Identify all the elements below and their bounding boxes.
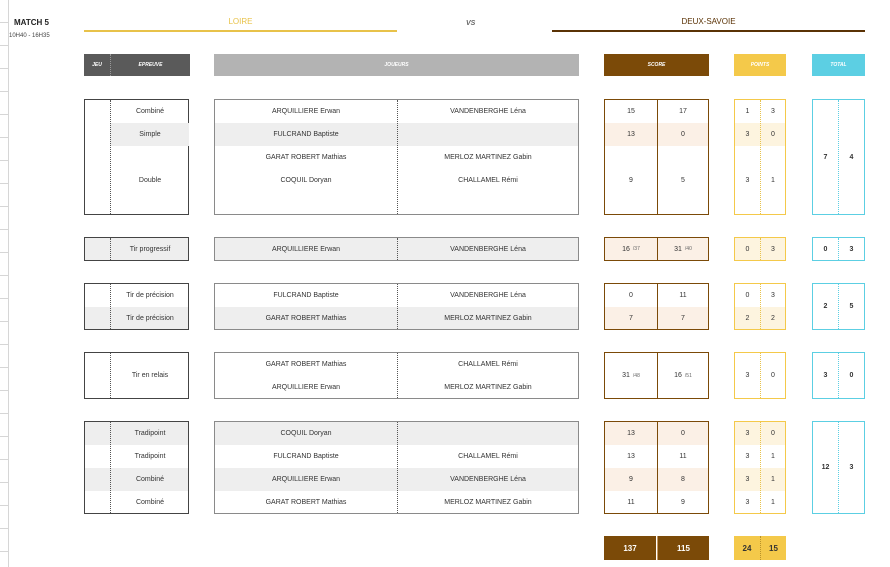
points-box [734,99,786,215]
score-home [605,353,657,398]
epreuve-box [84,283,189,330]
points-box [734,352,786,399]
header-points: POINTS [734,54,786,76]
epreuve-box [84,421,189,514]
player-home: ARQUILLIERE Erwan [271,108,341,115]
points-home: 2 [745,314,750,322]
score-away: 11 [679,292,687,299]
epreuve-label: Double [138,176,162,184]
epreuve-label: Combiné [135,476,164,483]
points-home: 0 [745,245,750,253]
player-home: ARQUILLIERE Erwan [271,245,341,253]
total-home: 0 [823,245,828,253]
score-box [604,237,709,261]
total-box [812,421,865,514]
team-home-name: LOIRE [84,17,397,32]
points-box [734,237,786,261]
player-away: MERLOZ MARTINEZ Gabin [444,314,532,322]
players-box [214,352,579,399]
total-box [812,283,865,330]
player-home: FULCRAND Baptiste [273,292,339,299]
epreuve-label: Combiné [135,108,164,115]
player-home: GARAT ROBERT Mathias [265,314,347,322]
score-away: 5 [681,176,685,184]
score-box [604,421,709,514]
points-home: 3 [745,476,750,483]
total-box [812,99,865,215]
points-home: 3 [745,453,750,460]
player-home: GARAT ROBERT Mathias [265,498,347,506]
score-value: 31 [622,372,630,379]
header-jeu: JEU [84,54,110,76]
player-home: COQUIL Doryan [280,430,332,437]
points-home: 1 [745,108,750,115]
player-home: FULCRAND Baptiste [273,453,339,460]
header-score: SCORE [604,54,709,76]
epreuve-box [84,237,189,261]
player-home: ARQUILLIERE Erwan [271,476,341,483]
points-home: 3 [745,176,750,184]
header-total: TOTAL [812,54,865,76]
player-away [398,123,578,146]
score-away: 8 [681,476,685,483]
points-home: 3 [745,430,750,437]
players-box [214,99,579,215]
score-home: 13 [627,453,635,460]
score-away: 11 [679,453,687,460]
player-away: CHALLAMEL Rémi [458,361,518,368]
points-home: 3 [745,131,750,138]
points-away: 1 [771,476,775,483]
epreuve-label: Tir en relais [131,372,169,379]
final-points-away: 15 [760,536,786,560]
score-home [605,238,657,260]
score-away [658,353,708,398]
total-away: 0 [849,372,854,379]
score-value: 16 [622,245,630,253]
match-time: 10H40 - 16H35 [9,33,50,39]
score-away: 7 [681,314,685,322]
header-joueurs: JOUEURS [214,54,579,76]
epreuve-label: Tir progressif [129,245,171,253]
player-home: COQUIL Doryan [280,177,332,184]
score-box [604,283,709,330]
player-home: FULCRAND Baptiste [273,131,339,138]
total-box [812,237,865,261]
players-box [214,283,579,330]
points-box [734,283,786,330]
score-home: 13 [627,430,635,437]
points-home: 0 [745,292,750,299]
player-away: VANDENBERGHE Léna [450,292,526,299]
points-away: 0 [771,430,775,437]
epreuve-label: Tir de précision [126,314,174,322]
player-away: MERLOZ MARTINEZ Gabin [444,383,532,391]
final-points-home: 24 [734,536,760,560]
score-value: 31 [674,245,682,253]
spreadsheet-row-lines [0,0,9,567]
epreuve-label: Tir de précision [126,292,174,299]
total-away: 3 [849,245,854,253]
player-away: VANDENBERGHE Léna [450,476,526,483]
epreuve-label: Tradipoint [134,453,166,460]
epreuve-label: Tradipoint [134,430,166,437]
epreuve-box [84,352,189,399]
score-home: 9 [629,176,633,184]
points-away: 3 [771,108,775,115]
team-away-name: DEUX-SAVOIE [552,17,865,32]
total-home: 2 [823,303,828,310]
points-home: 3 [745,498,750,506]
total-home: 3 [823,372,828,379]
points-away: 1 [771,453,775,460]
points-away: 1 [771,176,775,184]
total-box [812,352,865,399]
total-away: 3 [849,464,854,471]
versus-label: VS [466,20,476,27]
score-home: 9 [629,476,633,483]
points-away: 1 [771,498,775,506]
score-max: /51 [684,372,692,379]
score-value: 16 [674,372,682,379]
score-max: /40 [684,246,692,252]
total-away: 4 [849,153,854,161]
header-epreuve: EPREUVE [110,54,190,76]
score-max: /37 [632,246,640,252]
player-away: CHALLAMEL Rémi [458,453,518,460]
player-away: MERLOZ MARTINEZ Gabin [444,498,532,506]
player-away: VANDENBERGHE Léna [450,108,526,115]
player-home: GARAT ROBERT Mathias [265,154,347,161]
score-home: 7 [629,314,633,322]
score-home: 0 [629,292,633,299]
final-score-home: 137 [604,536,656,560]
player-away: VANDENBERGHE Léna [450,245,526,253]
points-away: 3 [771,292,775,299]
score-box [604,99,709,215]
total-home: 12 [821,464,830,471]
score-home: 15 [627,108,635,115]
score-away [658,238,708,260]
final-score-away: 115 [657,536,709,560]
score-away: 0 [681,430,685,437]
epreuve-box [84,99,189,215]
players-box [214,421,579,514]
points-away: 0 [771,131,775,138]
player-away [398,422,578,445]
player-home: GARAT ROBERT Mathias [265,361,347,368]
points-away: 0 [771,372,775,379]
points-away: 2 [771,314,775,322]
score-max: /48 [632,372,640,379]
player-away: MERLOZ MARTINEZ Gabin [444,154,532,161]
score-away: 9 [681,498,685,506]
epreuve-label: Simple [139,131,161,138]
score-home: 11 [627,498,635,506]
score-away: 0 [681,131,685,138]
points-home: 3 [745,372,750,379]
player-home: ARQUILLIERE Erwan [271,383,341,391]
score-home: 13 [627,131,635,138]
total-away: 5 [849,303,854,310]
player-away: CHALLAMEL Rémi [458,177,518,184]
score-box [604,352,709,399]
score-away: 17 [679,108,687,115]
points-away: 3 [771,245,775,253]
points-box [734,421,786,514]
epreuve-label: Combiné [135,498,164,506]
players-box [214,237,579,261]
total-home: 7 [823,153,828,161]
match-title: MATCH 5 [14,18,49,27]
